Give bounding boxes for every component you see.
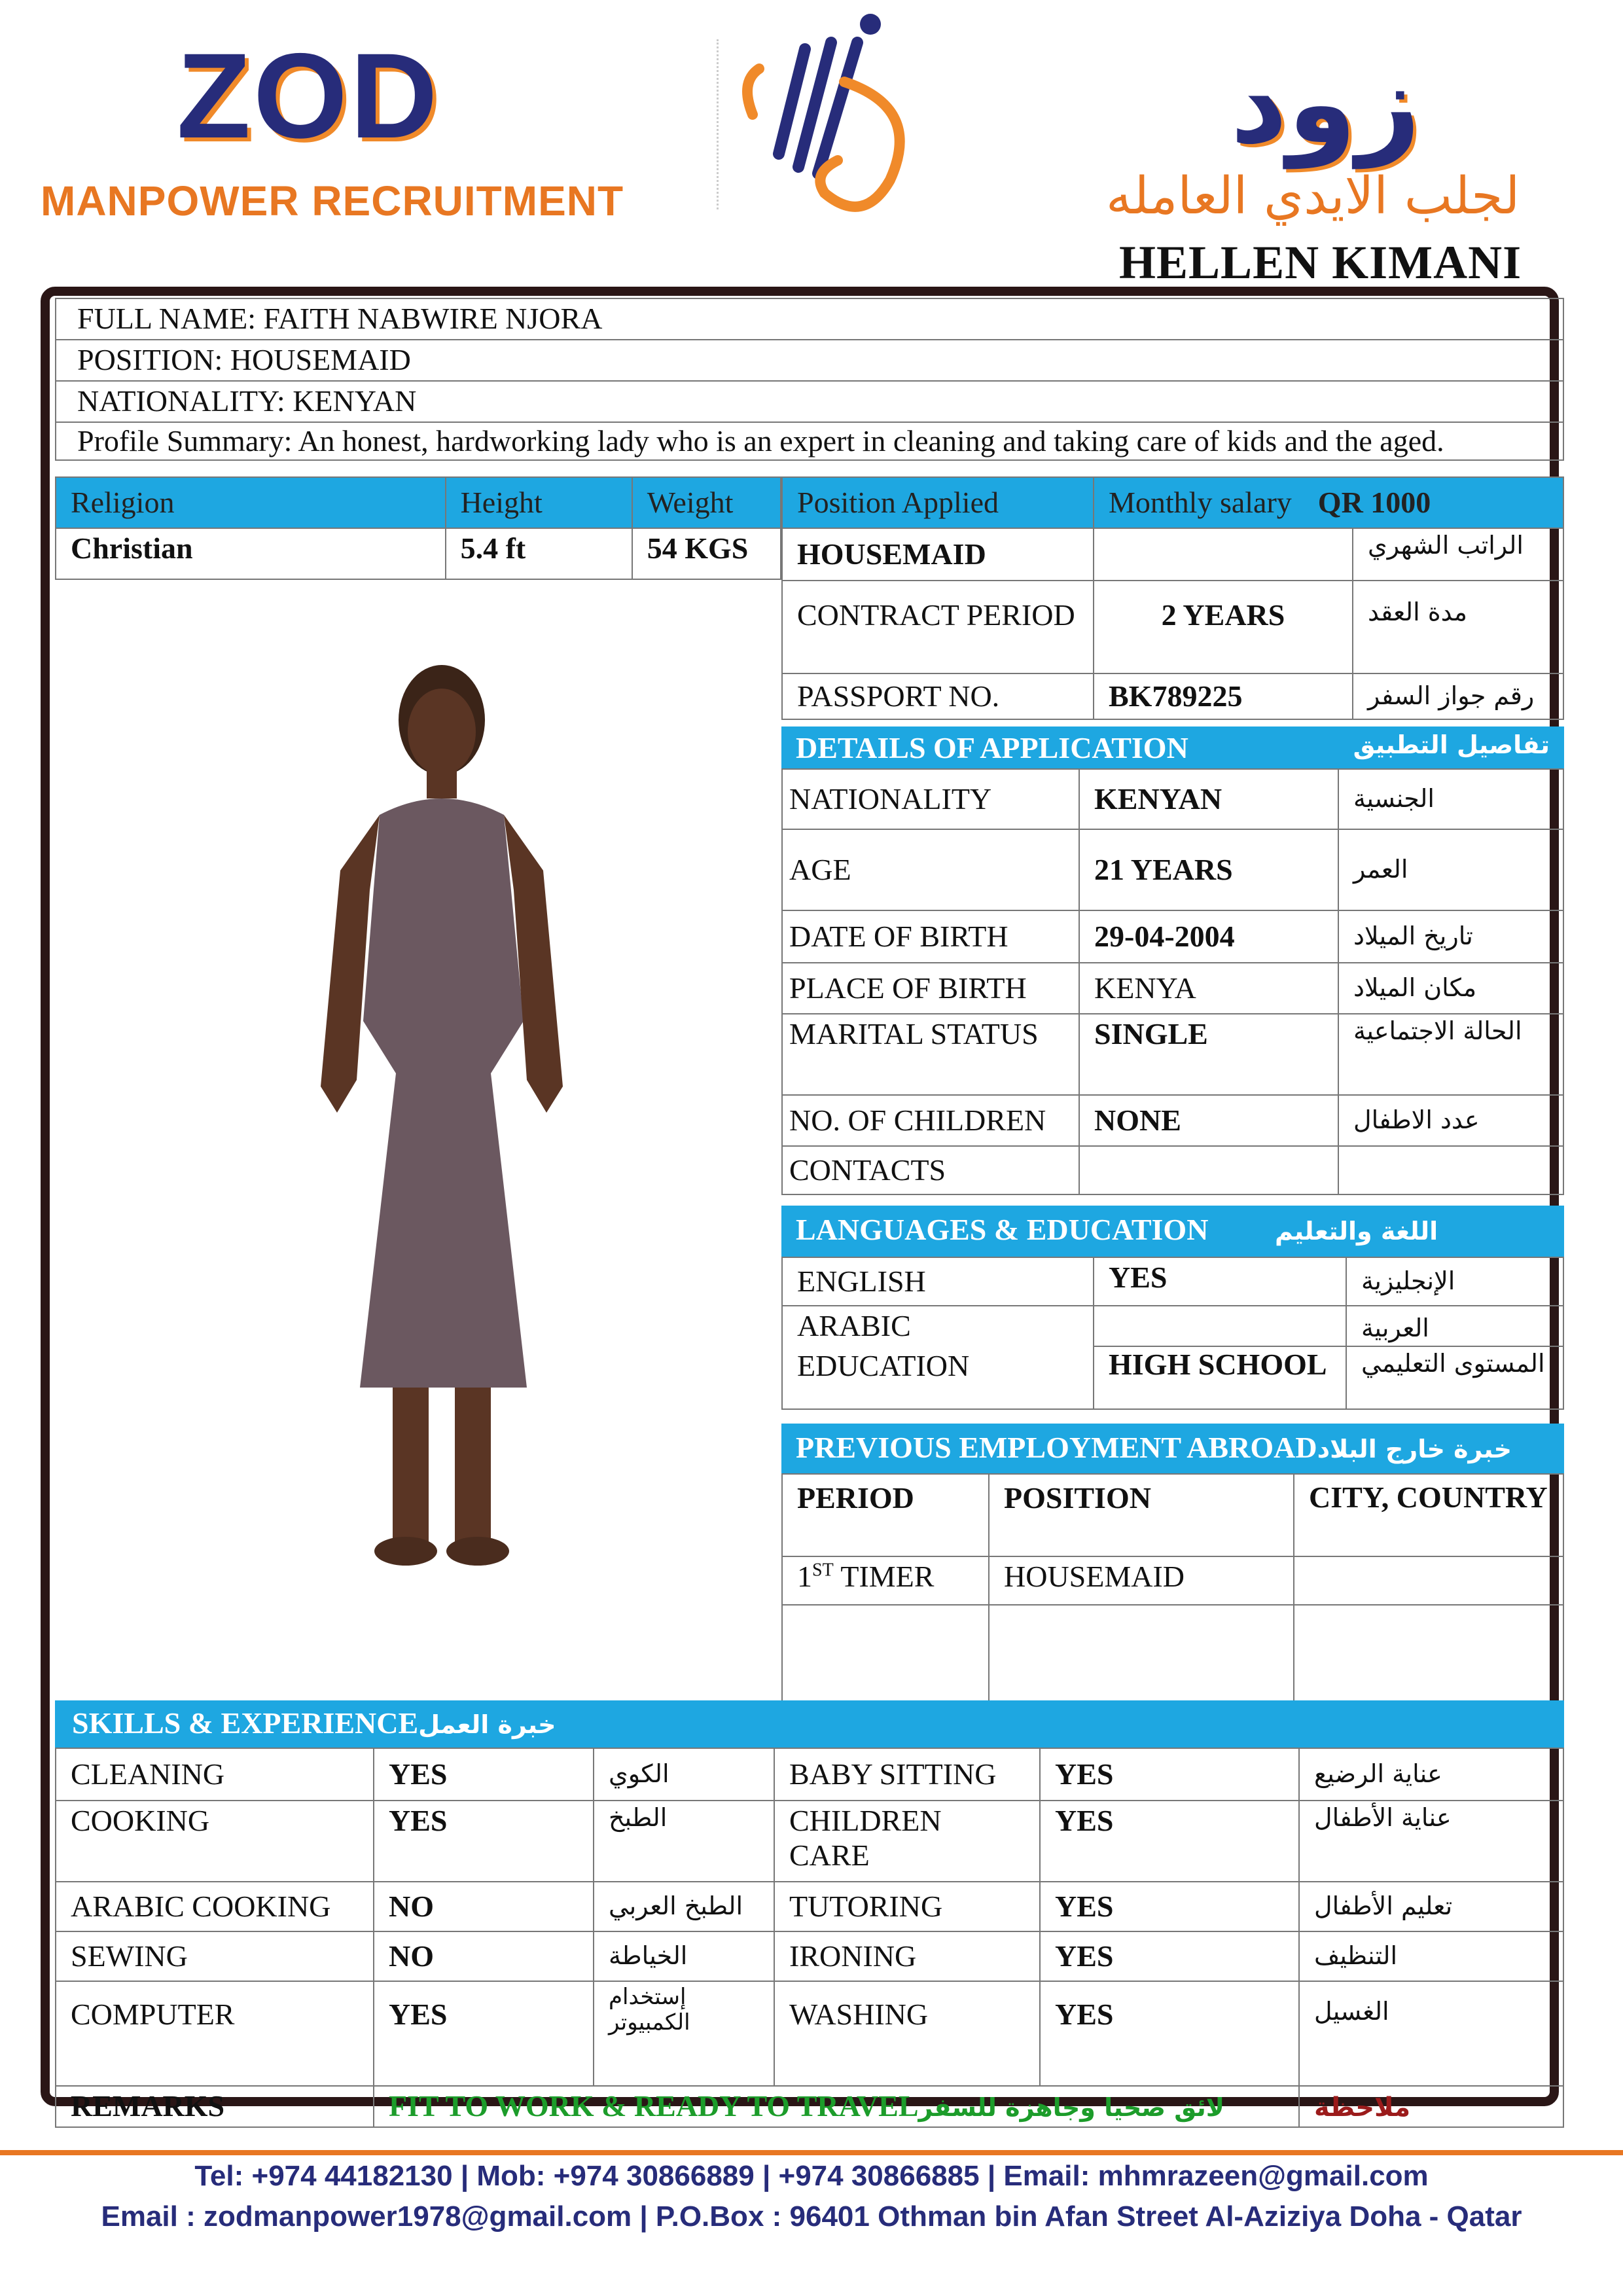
details-title-arabic: تفاصيل التطبيق (1353, 730, 1550, 759)
skill-row: COOKING YES الطبخ CHILDREN CARE YES عناية الأطفال (56, 1801, 1563, 1882)
details-row: DATE OF BIRTH 29-04-2004 تاريخ الميلاد (782, 910, 1563, 963)
position: POSITION: HOUSEMAID (56, 340, 1563, 381)
contract-value: 2 YEARS (1094, 581, 1353, 673)
header-divider (717, 39, 721, 209)
religion-header: Religion (56, 477, 446, 528)
details-row: NO. OF CHILDREN NONE عدد الاطفال (782, 1095, 1563, 1146)
position-applied-value: HOUSEMAID (782, 528, 1094, 581)
salary-value: QR 1000 (1317, 485, 1431, 519)
footer-line (0, 2150, 1623, 2155)
skill-row: SEWING NO الخياطة IRONING YES التنظيف (56, 1931, 1563, 1981)
city-header: CITY, COUNTRY (1294, 1474, 1563, 1556)
skill-row: CLEANING YES الكوي BABY SITTING YES عناية الرضيع (56, 1748, 1563, 1801)
remarks-arabic: لائق صحيا وجاهزة للسفر (918, 2093, 1225, 2122)
languages-bar (781, 1206, 1564, 1257)
details-row: PLACE OF BIRTH KENYA مكان الميلاد (782, 963, 1563, 1014)
height-value: 5.4 ft (446, 528, 632, 579)
agent-name: HELLEN KIMANI (1119, 236, 1522, 289)
employment-row: 1ST TIMER HOUSEMAID (782, 1556, 1563, 1605)
footer-contacts: Tel: +974 44182130 | Mob: +974 30866889 | +974 30866885 | Email: mhmrazeen@gmail.com (194, 2160, 1429, 2192)
position-applied-header: Position Applied (782, 477, 1094, 528)
brand-subtitle-arabic: لجلب الايدي العامله (1106, 167, 1520, 226)
details-row: CONTACTS (782, 1146, 1563, 1194)
contract-arabic: مدة العقد (1353, 581, 1563, 673)
brand-logo: ZOD (177, 29, 440, 164)
languages-title-arabic: اللغة والتعليم (1274, 1217, 1438, 1246)
details-title: DETAILS OF APPLICATION (796, 731, 1188, 764)
language-row: EDUCATION HIGH SCHOOL المستوى التعليمي (782, 1346, 1563, 1409)
language-row: ARABIC العربية (782, 1306, 1563, 1346)
details-row: AGE 21 YEARS العمر (782, 829, 1563, 910)
brand-logo-arabic: زود (1230, 39, 1421, 169)
details-table (781, 768, 1564, 1195)
brand-emblem-icon (726, 10, 936, 219)
contract-label: CONTRACT PERIOD (782, 581, 1094, 673)
remarks-value: FIT TO WORK & READY TO TRAVEL (389, 2089, 919, 2123)
nationality-summary: NATIONALITY: KENYAN (56, 381, 1563, 422)
languages-title: LANGUAGES & EDUCATION (796, 1213, 1209, 1246)
religion-value: Christian (56, 528, 446, 579)
weight-header: Weight (632, 477, 781, 528)
application-table (781, 476, 1564, 720)
skill-row: ARABIC COOKING NO الطبخ العربي TUTORING YES تعليم الأطفال (56, 1882, 1563, 1931)
passport-arabic: رقم جواز السفر (1353, 673, 1563, 719)
passport-value: BK789225 (1094, 673, 1353, 719)
remarks-note-arabic: ملاحظة (1314, 2092, 1411, 2123)
stats-table (55, 476, 781, 580)
passport-label: PASSPORT NO. (782, 673, 1094, 719)
skill-row: COMPUTER YES إستخدام الكمبيوتر WASHING YES الغسيل (56, 1981, 1563, 2086)
employment-title-arabic: خبرة خارج البلاد (1317, 1435, 1512, 1463)
employment-table (781, 1473, 1564, 1704)
details-row: NATIONALITY KENYAN الجنسية (782, 769, 1563, 829)
profile-table (55, 298, 1564, 461)
period-header: PERIOD (782, 1474, 989, 1556)
details-bar (781, 726, 1564, 768)
employment-bar (781, 1424, 1564, 1473)
skills-bar (55, 1700, 1564, 1748)
footer-address: Email : zodmanpower1978@gmail.com | P.O.Box : 96401 Othman bin Afan Street Al-Aziziya Doha - Qatar (101, 2200, 1522, 2233)
height-header: Height (446, 477, 632, 528)
brand-subtitle: MANPOWER RECRUITMENT (41, 177, 624, 224)
employment-title: PREVIOUS EMPLOYMENT ABROAD (796, 1431, 1317, 1464)
position-header: POSITION (989, 1474, 1294, 1556)
candidate-photo (275, 655, 615, 1584)
languages-table (781, 1257, 1564, 1410)
skills-title: SKILLS & EXPERIENCE (72, 1706, 419, 1740)
salary-header: Monthly salary (1109, 485, 1292, 519)
remarks-row (56, 2086, 1563, 2127)
weight-value: 54 KGS (632, 528, 781, 579)
language-row: ENGLISH YES الإنجليزية (782, 1257, 1563, 1306)
salary-arabic: الراتب الشهري (1353, 528, 1563, 581)
remarks-label: REMARKS (56, 2086, 374, 2127)
full-name: FULL NAME: FAITH NABWIRE NJORA (56, 298, 1563, 340)
skills-table (55, 1748, 1564, 2128)
skills-title-arabic: خبرة العمل (418, 1710, 556, 1739)
details-row: MARITAL STATUS SINGLE الحالة الاجتماعية (782, 1014, 1563, 1095)
profile-summary: Profile Summary: An honest, hardworking lady who is an expert in cleaning and taking care of kids and the aged. (56, 422, 1563, 460)
